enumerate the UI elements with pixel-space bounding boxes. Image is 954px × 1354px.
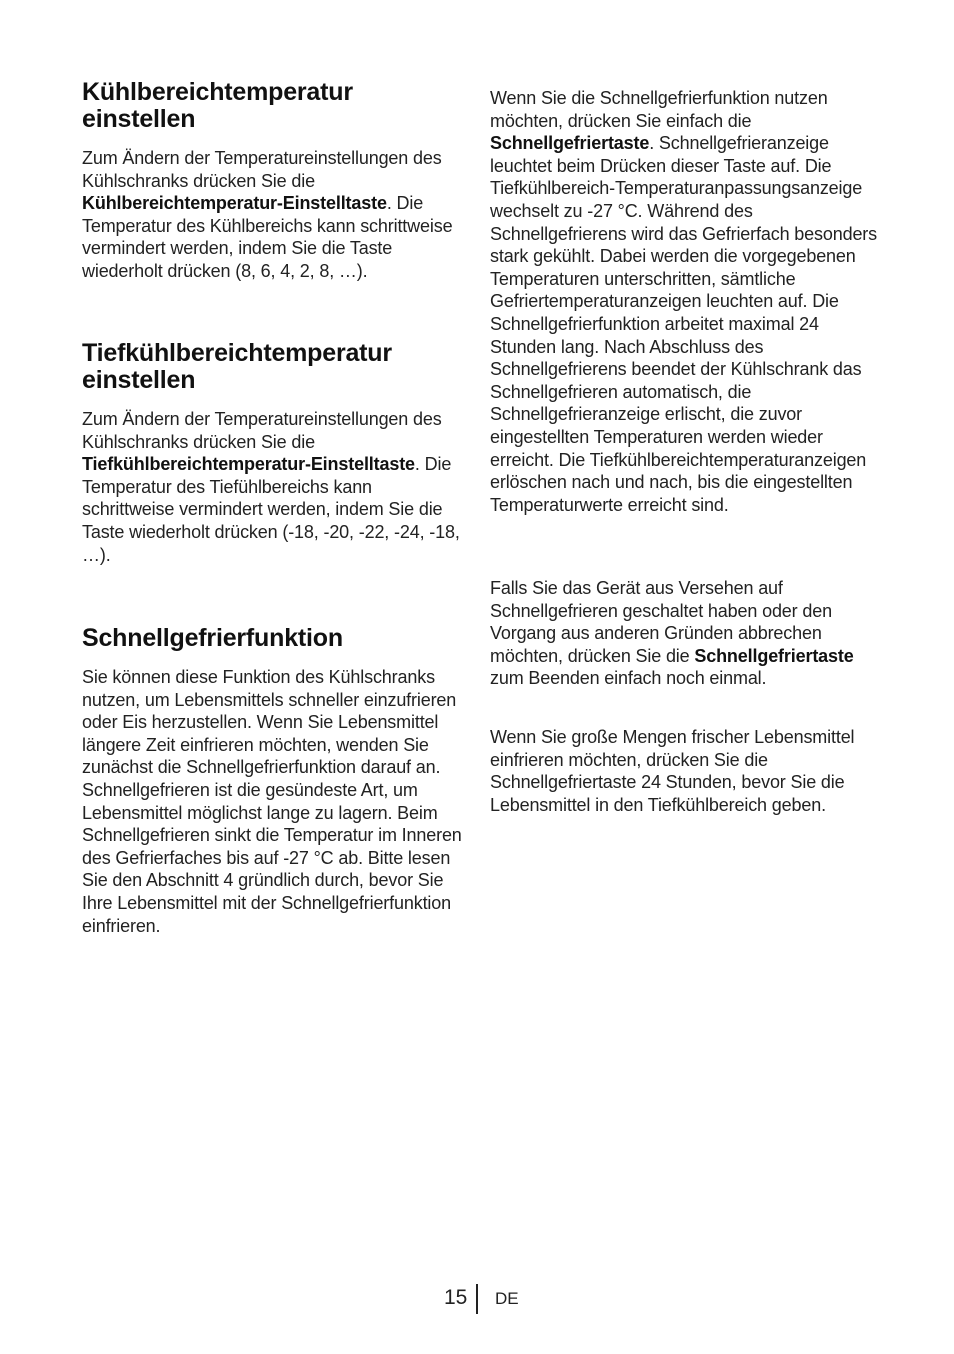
text-span: . Die Temperatur des Kühlbereichs kann schrittweise vermindert werden, indem Sie die Taste wiederholt drücken (8, 6, 4, 2, 8, …). (82, 193, 453, 281)
paragraph-schnellgefrier-bedienung (490, 87, 882, 516)
language-code: DE (495, 1289, 519, 1308)
paragraph-kuehlbereich (82, 147, 466, 283)
page-footer (0, 1284, 954, 1314)
bold-key-kuehlbereich: Kühlbereichtemperatur-Einstelltaste (82, 193, 387, 214)
heading-schnellgefrierfunktion: Schnellgefrierfunktion (82, 624, 343, 652)
paragraph-schnellgefrier-abbrechen (490, 577, 882, 690)
section-kuehlbereich (82, 79, 466, 283)
paragraph-grosse-mengen: Wenn Sie große Mengen frischer Lebensmittel einfrieren möchten, drücken Sie die Schnellgefriertaste 24 Stunden, bevor Sie die Lebensmittel in den Tiefkühlbereich geben. (490, 727, 855, 815)
heading-tiefkuehlbereichtemperatur: Tiefkühlbereichtemperatur einstellen (82, 339, 392, 394)
text-span: Zum Ändern der Temperatureinstellungen des Kühlschranks drücken Sie die (82, 409, 442, 452)
paragraph-schnellgefrierfunktion: Sie können diese Funktion des Kühlschranks nutzen, um Lebensmittels schneller einzufrieren oder Eis herzustellen. Wenn Sie Lebensmittel längere Zeit einfrieren möchten, wenden Sie zunächst die Schnellgefrierfunktion darauf an. Schnellgefrieren ist die gesündeste Art, um Lebensmittel möglichst lange zu lagern. Beim Schnellgefrieren sinkt die Temperatur im Inneren des Gefrierfaches bis auf -27 °C ab. Bitte lesen Sie den Abschnitt 4 gründlich durch, bevor Sie Ihre Lebensmittel mit der Schnellgefrierfunktion einfrieren. (82, 667, 462, 936)
text-span: . Schnellgefrieranzeige leuchtet beim Drücken dieser Taste auf. Die Tiefkühlbereich-Temperaturanpassungsanzeige wechselt zu -27 °C. Während des Schnellgefrierens wird das Gefrierfach besonders stark gekühlt. Dabei werden die vorgegebenen Temperaturen unterschritten, sämtliche Gefriertemperaturanzeigen leuchten auf. Die Schnellgefrierfunktion arbeitet maximal 24 Stunden lang. Nach Abschluss des Schnellgefrierens beendet der Kühlschrank das Schnellgefrieren automatisch, die Schnellgefrieranzeige erlischt, die zuvor eingestellten Temperaturen werden wieder erreicht. Die Tiefkühlbereichtemperaturanzeigen erlöschen nach und nach, bis die eingestellten Temperaturwerte erreicht sind. (490, 133, 877, 515)
footer-divider (476, 1284, 478, 1314)
bold-key-tiefkuehlbereich: Tiefkühlbereichtemperatur-Einstelltaste (82, 454, 415, 475)
paragraph-tiefkuehlbereich (82, 408, 466, 566)
bold-key-schnellgefriertaste: Schnellgefriertaste (490, 133, 650, 154)
text-span: zum Beenden einfach noch einmal. (490, 668, 767, 689)
text-span: Falls Sie das Gerät aus Versehen auf Schnellgefrieren geschaltet haben oder den Vorgang aus anderen Gründen abbrechen möchten, drücken Sie die (490, 578, 832, 666)
section-schnellgefrierfunktion (82, 625, 466, 937)
page-number: 15 (444, 1286, 468, 1309)
text-span: Zum Ändern der Temperatureinstellungen des Kühlschranks drücken Sie die (82, 148, 442, 191)
section-tiefkuehlbereich (82, 340, 466, 566)
text-span: Wenn Sie die Schnellgefrierfunktion nutzen möchten, drücken Sie einfach die (490, 88, 828, 131)
heading-kuehlbereichtemperatur: Kühlbereichtemperatur einstellen (82, 78, 353, 133)
bold-key-schnellgefriertaste-2: Schnellgefriertaste (694, 645, 854, 666)
text-span: . Die Temperatur des Tiefühlbereichs kann schrittweise vermindert werden, indem Sie die Taste wiederholt drücken (-18, -20, -22, -24, -18, …). (82, 454, 460, 565)
